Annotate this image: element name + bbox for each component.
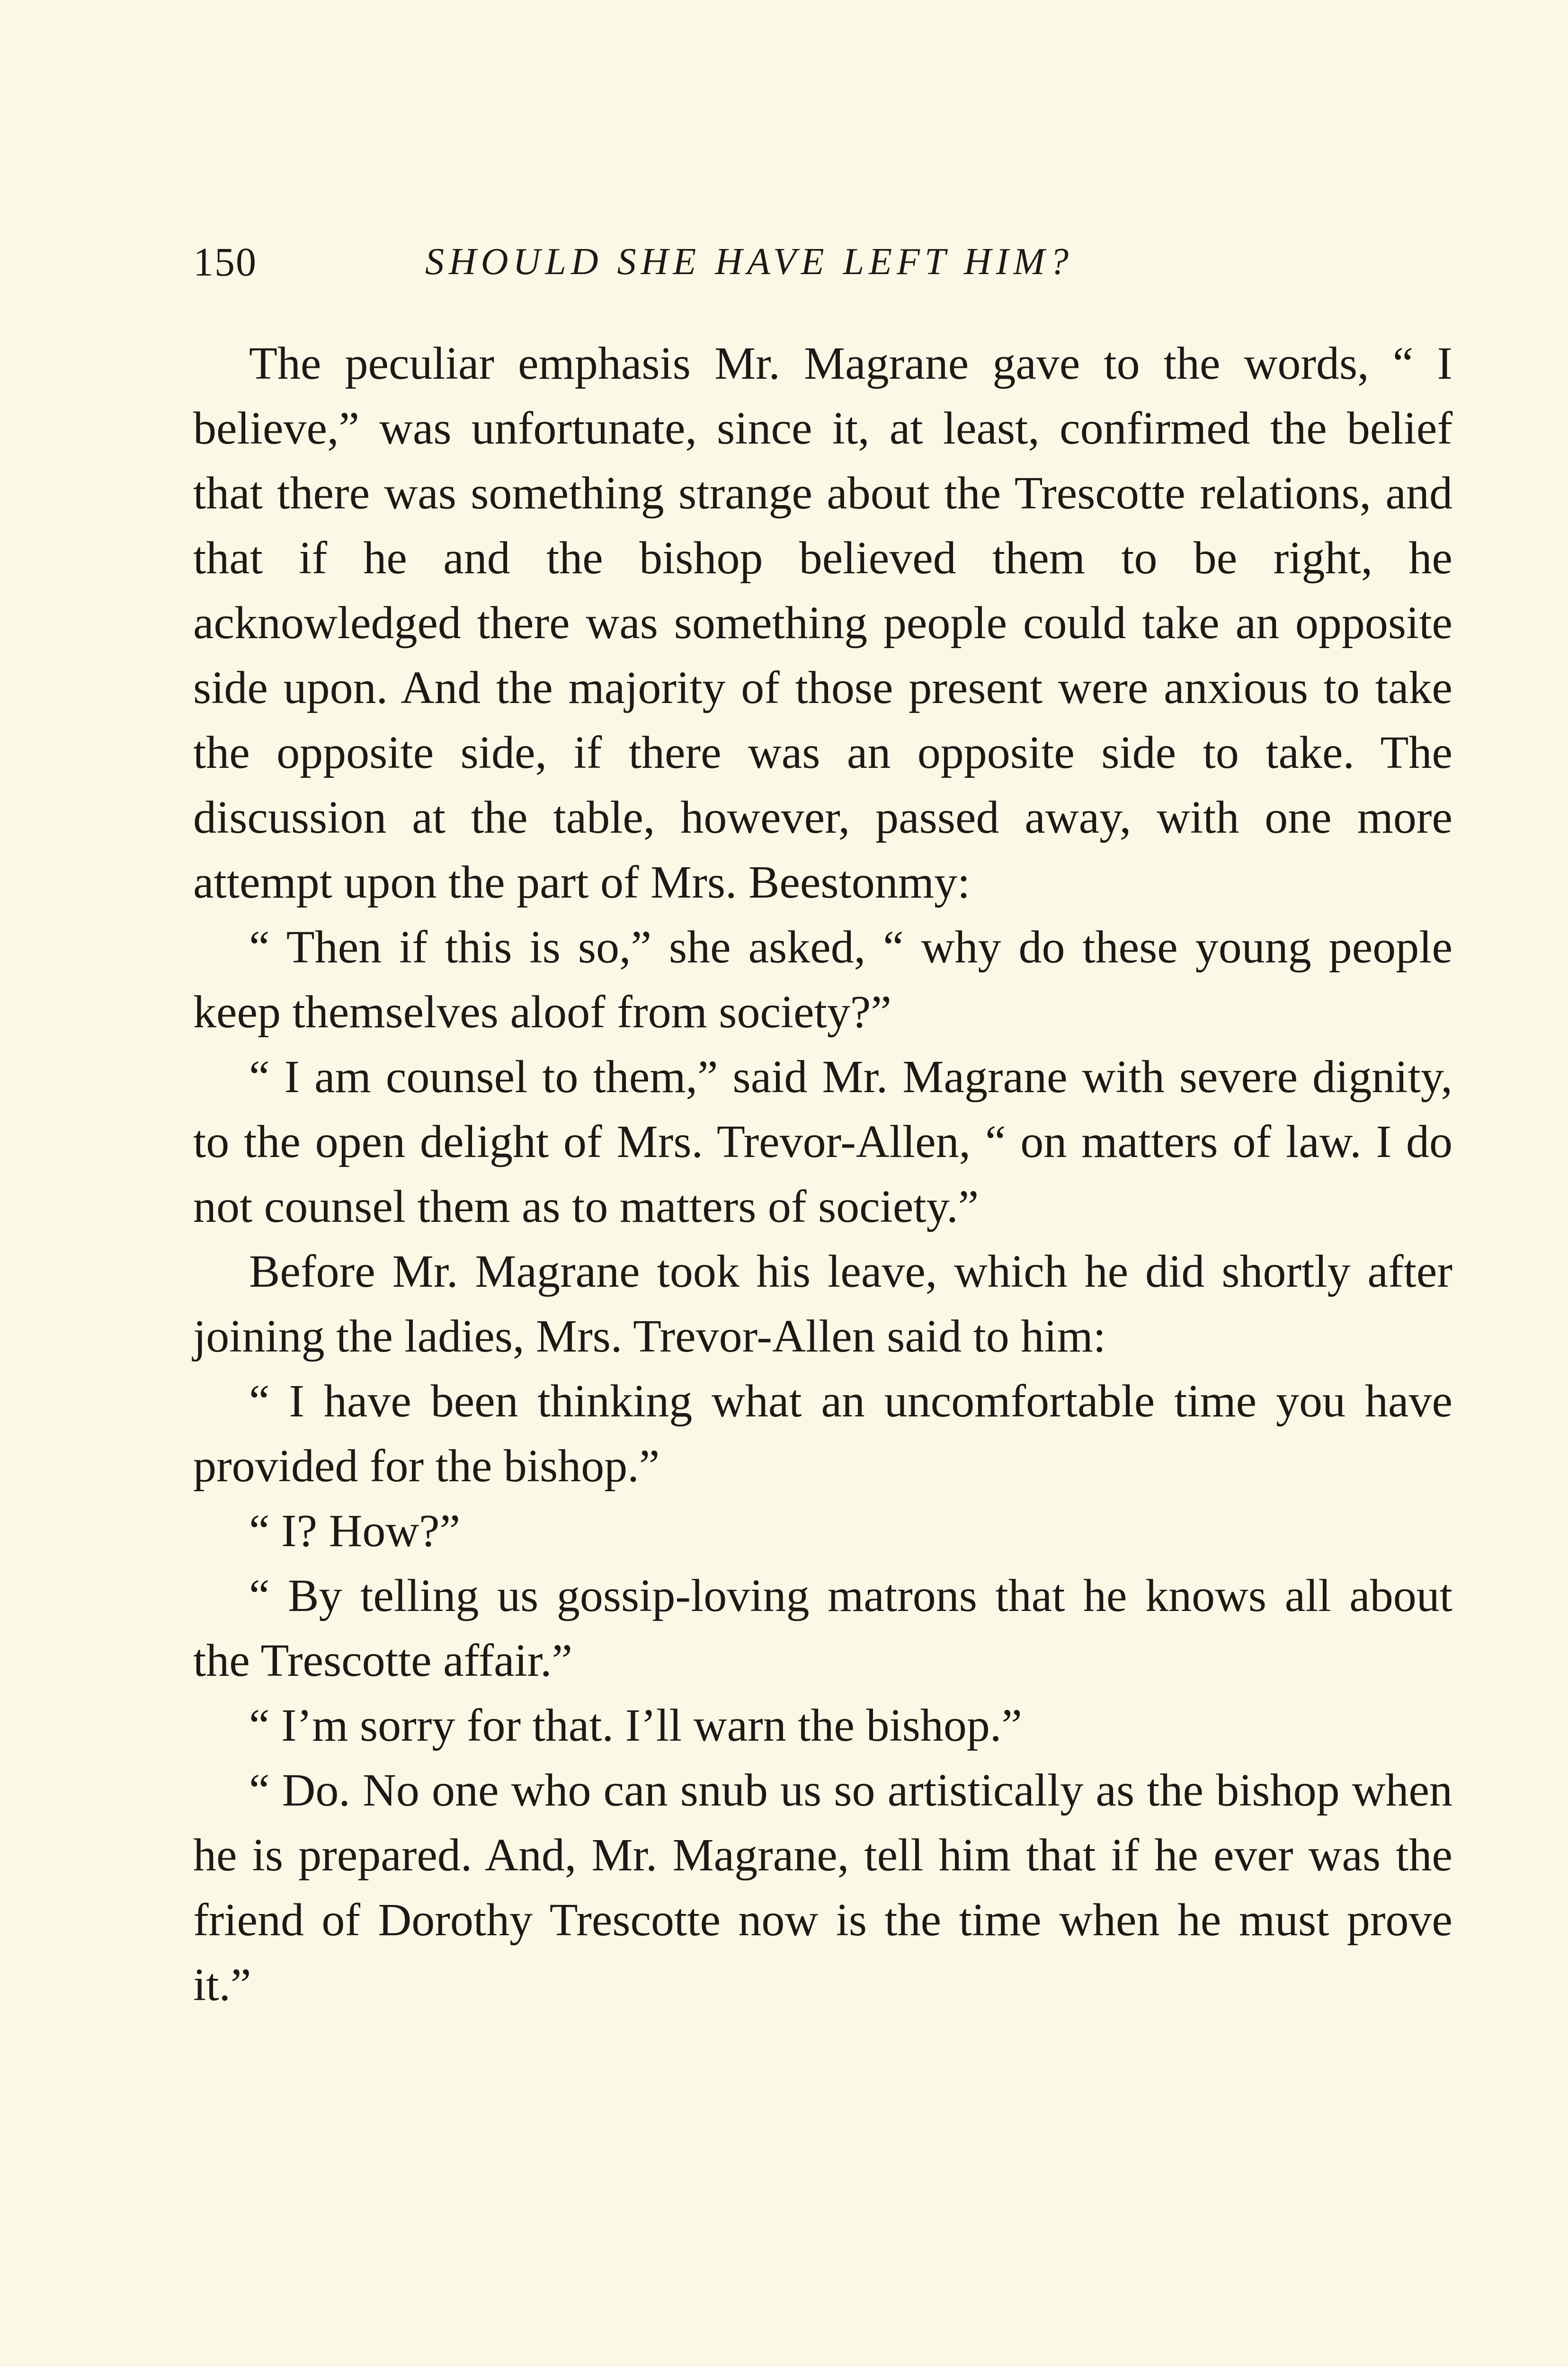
paragraph: The peculiar emphasis Mr. Magrane gave to the words, “ I believe,” was unfortunate, since it, at least, confirmed the belief that there was something strange about the Trescotte relations, and that if he and the bishop believed them to be right, he acknowledged there was something people could take an opposite side upon. And the majority of those present were anxious to take the opposite side, if there was an opposite side to take. The discussion at the table, however, passed away, with one more attempt upon the part of Mrs. Beestonmy:	[193, 338, 1452, 908]
paragraph: “ Then if this is so,” she asked, “ why do these young people keep themselves aloof from society?”	[193, 922, 1452, 1038]
running-title: SHOULD SHE HAVE LEFT HIM?	[425, 241, 1073, 283]
body-text	[193, 331, 1452, 2018]
paragraph: “ I am counsel to them,” said Mr. Magrane with severe dignity, to the open delight of Mrs. Trevor-Allen, “ on matters of law. I do not counsel them as to matters of society.”	[193, 1051, 1452, 1232]
paragraph: “ I’m sorry for that. I’ll warn the bishop.”	[249, 1700, 1022, 1751]
paragraph: “ I? How?”	[249, 1505, 461, 1557]
paragraph: “ I have been thinking what an uncomfortable time you have provided for the bishop.”	[193, 1376, 1452, 1492]
running-head	[193, 236, 1452, 288]
paragraph: “ By telling us gossip-loving matrons that he knows all about the Trescotte affair.”	[193, 1570, 1452, 1686]
page-number: 150	[193, 239, 257, 285]
paragraph: “ Do. No one who can snub us so artistically as the bishop when he is prepared. And, Mr. Magrane, tell him that if he ever was the friend of Dorothy Trescotte now is the time when he must prove it.”	[193, 1765, 1452, 2011]
paragraph: Before Mr. Magrane took his leave, which he did shortly after joining the ladies, Mrs. Trevor-Allen said to him:	[193, 1246, 1452, 1362]
